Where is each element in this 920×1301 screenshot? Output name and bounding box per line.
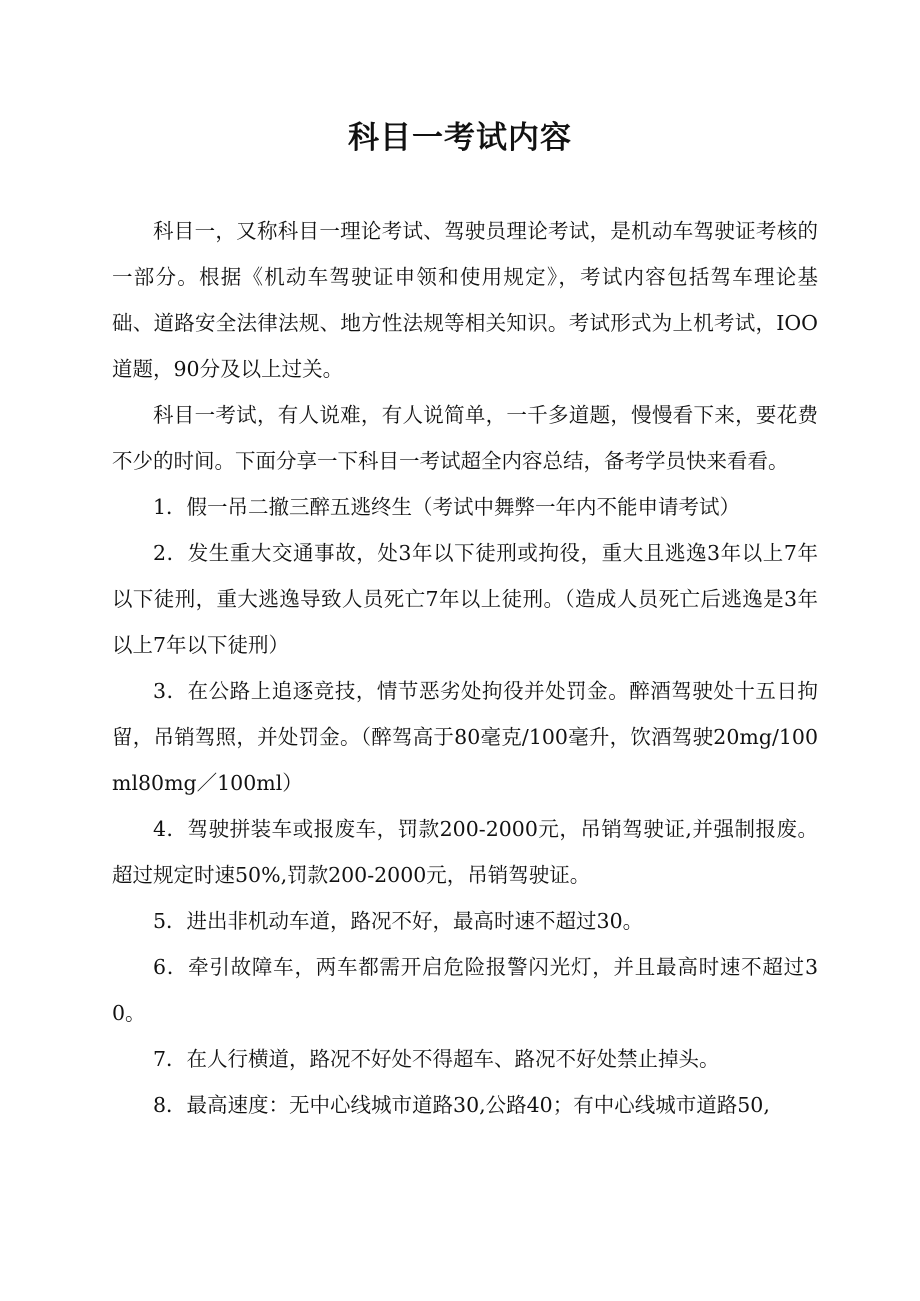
document-body [112,208,818,1128]
list-item-4: 4．驾驶拼装车或报废车，罚款200-2000元，吊销驾驶证,并强制报废。超过规定时速50%,罚款200-2000元，吊销驾驶证。 [112,817,818,887]
paragraph-intro: 科目一，又称科目一理论考试、驾驶员理论考试，是机动车驾驶证考核的一部分。根据《机动车驾驶证申领和使用规定》，考试内容包括驾车理论基础、道路安全法律法规、地方性法规等相关知识。考试形式为上机考试，IOO道题，90分及以上过关。 [112,219,818,381]
list-item-8: 8．最高速度：无中心线城市道路30,公路40；有中心线城市道路50, [153,1093,770,1117]
list-item-1: 1．假一吊二撤三醉五逃终生（考试中舞弊一年内不能申请考试） [153,495,741,519]
list-item-3: 3．在公路上追逐竞技，情节恶劣处拘役并处罚金。醉酒驾驶处十五日拘留，吊销驾照，并处罚金。（醉驾高于80毫克/100毫升，饮酒驾驶20mg/100ml80mg／100ml） [112,679,818,795]
list-item-6: 6．牵引故障车，两车都需开启危险报警闪光灯，并且最高时速不超过30。 [112,955,818,1025]
paragraph-summary: 科目一考试，有人说难，有人说简单，一千多道题，慢慢看下来，要花费不少的时间。下面分享一下科目一考试超全内容总结，备考学员快来看看。 [112,403,818,473]
list-item-2: 2．发生重大交通事故，处3年以下徒刑或拘役，重大且逃逸3年以上7年以下徒刑，重大逃逸导致人员死亡7年以上徒刑。（造成人员死亡后逃逸是3年以上7年以下徒刑） [112,541,818,657]
page-title: 科目一考试内容 [348,120,572,156]
list-item-7: 7．在人行横道，路况不好处不得超车、路况不好处禁止掉头。 [153,1047,720,1071]
list-item-5: 5．进出非机动车道，路况不好，最高时速不超过30。 [153,909,644,933]
